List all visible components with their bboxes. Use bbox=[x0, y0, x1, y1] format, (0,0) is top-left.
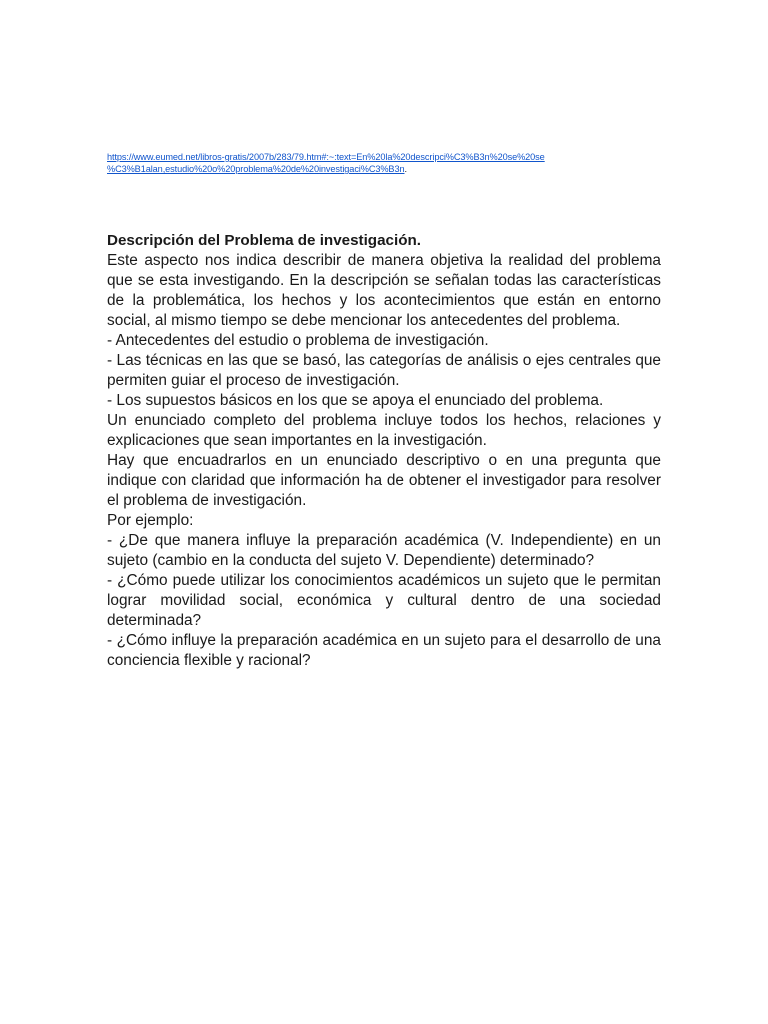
paragraph-encuadrarlos: Hay que encuadrarlos en un enunciado descriptivo o en una pregunta que indique con claridad que información ha de obtener el investigador para resolver el problema de investigación. bbox=[107, 452, 661, 509]
paragraph-question-3: - ¿Cómo influye la preparación académica en un sujeto para el desarrollo de una conciencia flexible y racional? bbox=[107, 632, 661, 669]
section-heading: Descripción del Problema de investigación. bbox=[107, 232, 421, 249]
paragraph-enunciado: Un enunciado completo del problema incluye todos los hechos, relaciones y explicaciones que sean importantes en la investigación. bbox=[107, 412, 661, 449]
paragraph-bullet-tecnicas: - Las técnicas en las que se basó, las categorías de análisis o ejes centrales que permiten guiar el proceso de investigación. bbox=[107, 352, 661, 389]
reference-link[interactable] bbox=[107, 152, 545, 174]
paragraph-question-1: - ¿De que manera influye la preparación académica (V. Independiente) en un sujeto (cambio en la conducta del sujeto V. Dependiente) determinado? bbox=[107, 532, 661, 569]
paragraph-bullet-supuestos: - Los supuestos básicos en los que se apoya el enunciado del problema. bbox=[107, 392, 604, 409]
reference-trailing-period: . bbox=[404, 164, 407, 174]
page-content bbox=[107, 0, 661, 671]
paragraph-bullet-antecedentes: - Antecedentes del estudio o problema de investigación. bbox=[107, 332, 489, 349]
paragraph-question-2: - ¿Cómo puede utilizar los conocimientos académicos un sujeto que le permitan lograr movilidad social, económica y cultural dentro de una sociedad determinada? bbox=[107, 572, 661, 629]
reference-link-line-2: %C3%B1alan,estudio%20o%20problema%20de%20investigaci%C3%B3n bbox=[107, 164, 405, 174]
reference-link-line-1: https://www.eumed.net/libros-gratis/2007b/283/79.htm#:~:text=En%20la%20descripci%C3%B3n%20se%20se bbox=[107, 152, 545, 162]
paragraph-intro: Este aspecto nos indica describir de manera objetiva la realidad del problema que se esta investigando. En la descripción se señalan todas las características de la problemática, los hechos y los acontecimientos que están en entorno social, al mismo tiempo se debe mencionar los antecedentes del problema. bbox=[107, 252, 661, 329]
paragraph-por-ejemplo: Por ejemplo: bbox=[107, 512, 194, 529]
reference-link-block bbox=[107, 151, 661, 175]
